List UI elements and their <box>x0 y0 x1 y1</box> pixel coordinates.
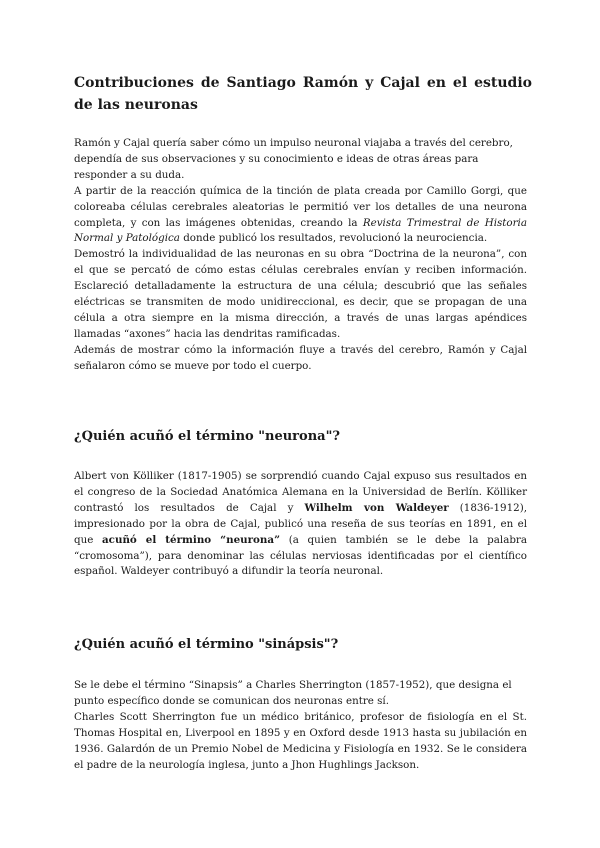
heading-sinapsis: ¿Quién acuñó el término "sinápsis"? <box>74 637 339 652</box>
intro-paragraph-3: Demostró la individualidad de las neuronas en su obra “Doctrina de la neurona”, con el que se percató de cómo estas células cerebrales envían y reciben información. Esclareció detalladamente la estructura de una célula; descubrió que las señales eléctricas se transmiten de modo unidireccional, es decir, que se propagan de una célula a otra siempre en la misma dirección, a través de unas largas apéndices llamadas “axones” hacia las dendritas ramificadas. <box>74 248 527 340</box>
page-title: Contribuciones de Santiago Ramón y Cajal en el estudio de las neuronas <box>74 75 532 113</box>
sinapsis-section <box>74 678 527 773</box>
intro-paragraph-4: Además de mostrar cómo la información fluye a través del cerebro, Ramón y Cajal señalaron cómo se mueve por todo el cuerpo. <box>74 343 527 372</box>
sinapsis-paragraph-1: Se le debe el término “Sinapsis” a Charles Sherrington (1857-1952), que designa el punto específico donde se comunican dos neuronas entre sí. <box>74 679 512 707</box>
heading-neurona: ¿Quién acuñó el término "neurona"? <box>74 429 340 444</box>
neurona-paragraph: Albert von Kölliker (1817-1905) se sorprendió cuando Cajal expuso sus resultados en el congreso de la Sociedad Anatómica Alemana en la Universidad de Berlín. Kölliker contrastó los resultados de Cajal y Wilhelm von Waldeyer (1836-1912), impresionado por la obra de Cajal, publicó una reseña de sus teorías en 1891, en el que acuñó el término “neurona” (a quien también se le debe la palabra “cromosoma”), para denominar las células nerviosas identificadas por el científico español. Waldeyer contribuyó a difundir la teoría neuronal. <box>74 470 527 578</box>
intro-paragraph-2: A partir de la reacción química de la tinción de plata creada por Camillo Gorgi, que coloreaba células cerebrales aleatorias le permitió ver los detalles de una neurona completa, y con las imágenes obtenidas, creando la Revista Trimestral de Historia Normal y Patológica donde publicó los resultados, revolucionó la neurociencia. <box>74 184 527 245</box>
intro-paragraph-1: Ramón y Cajal quería saber cómo un impulso neuronal viajaba a través del cerebro, dependía de sus observaciones y su conocimiento e ideas de otras áreas para responder a su duda. <box>74 137 513 181</box>
intro-section <box>74 136 527 375</box>
neurona-section <box>74 469 527 580</box>
journal-title: Revista Trimestral de Historia Normal y Patológica <box>74 216 527 245</box>
waldeyer-name: Wilhelm von Waldeyer <box>304 501 449 514</box>
sinapsis-paragraph-2: Charles Scott Sherrington fue un médico británico, profesor de fisiología en el St. Thomas Hospital en, Liverpool en 1895 y en Oxford desde 1913 hasta su jubilación en 1936. Galardón de un Premio Nobel de Medicina y Fisiología en 1932. Se le considera el padre de la neurología inglesa, junto a Jhon Hughlings Jackson. <box>74 710 527 771</box>
term-neurona: acuñó el término “neurona” <box>102 533 280 546</box>
